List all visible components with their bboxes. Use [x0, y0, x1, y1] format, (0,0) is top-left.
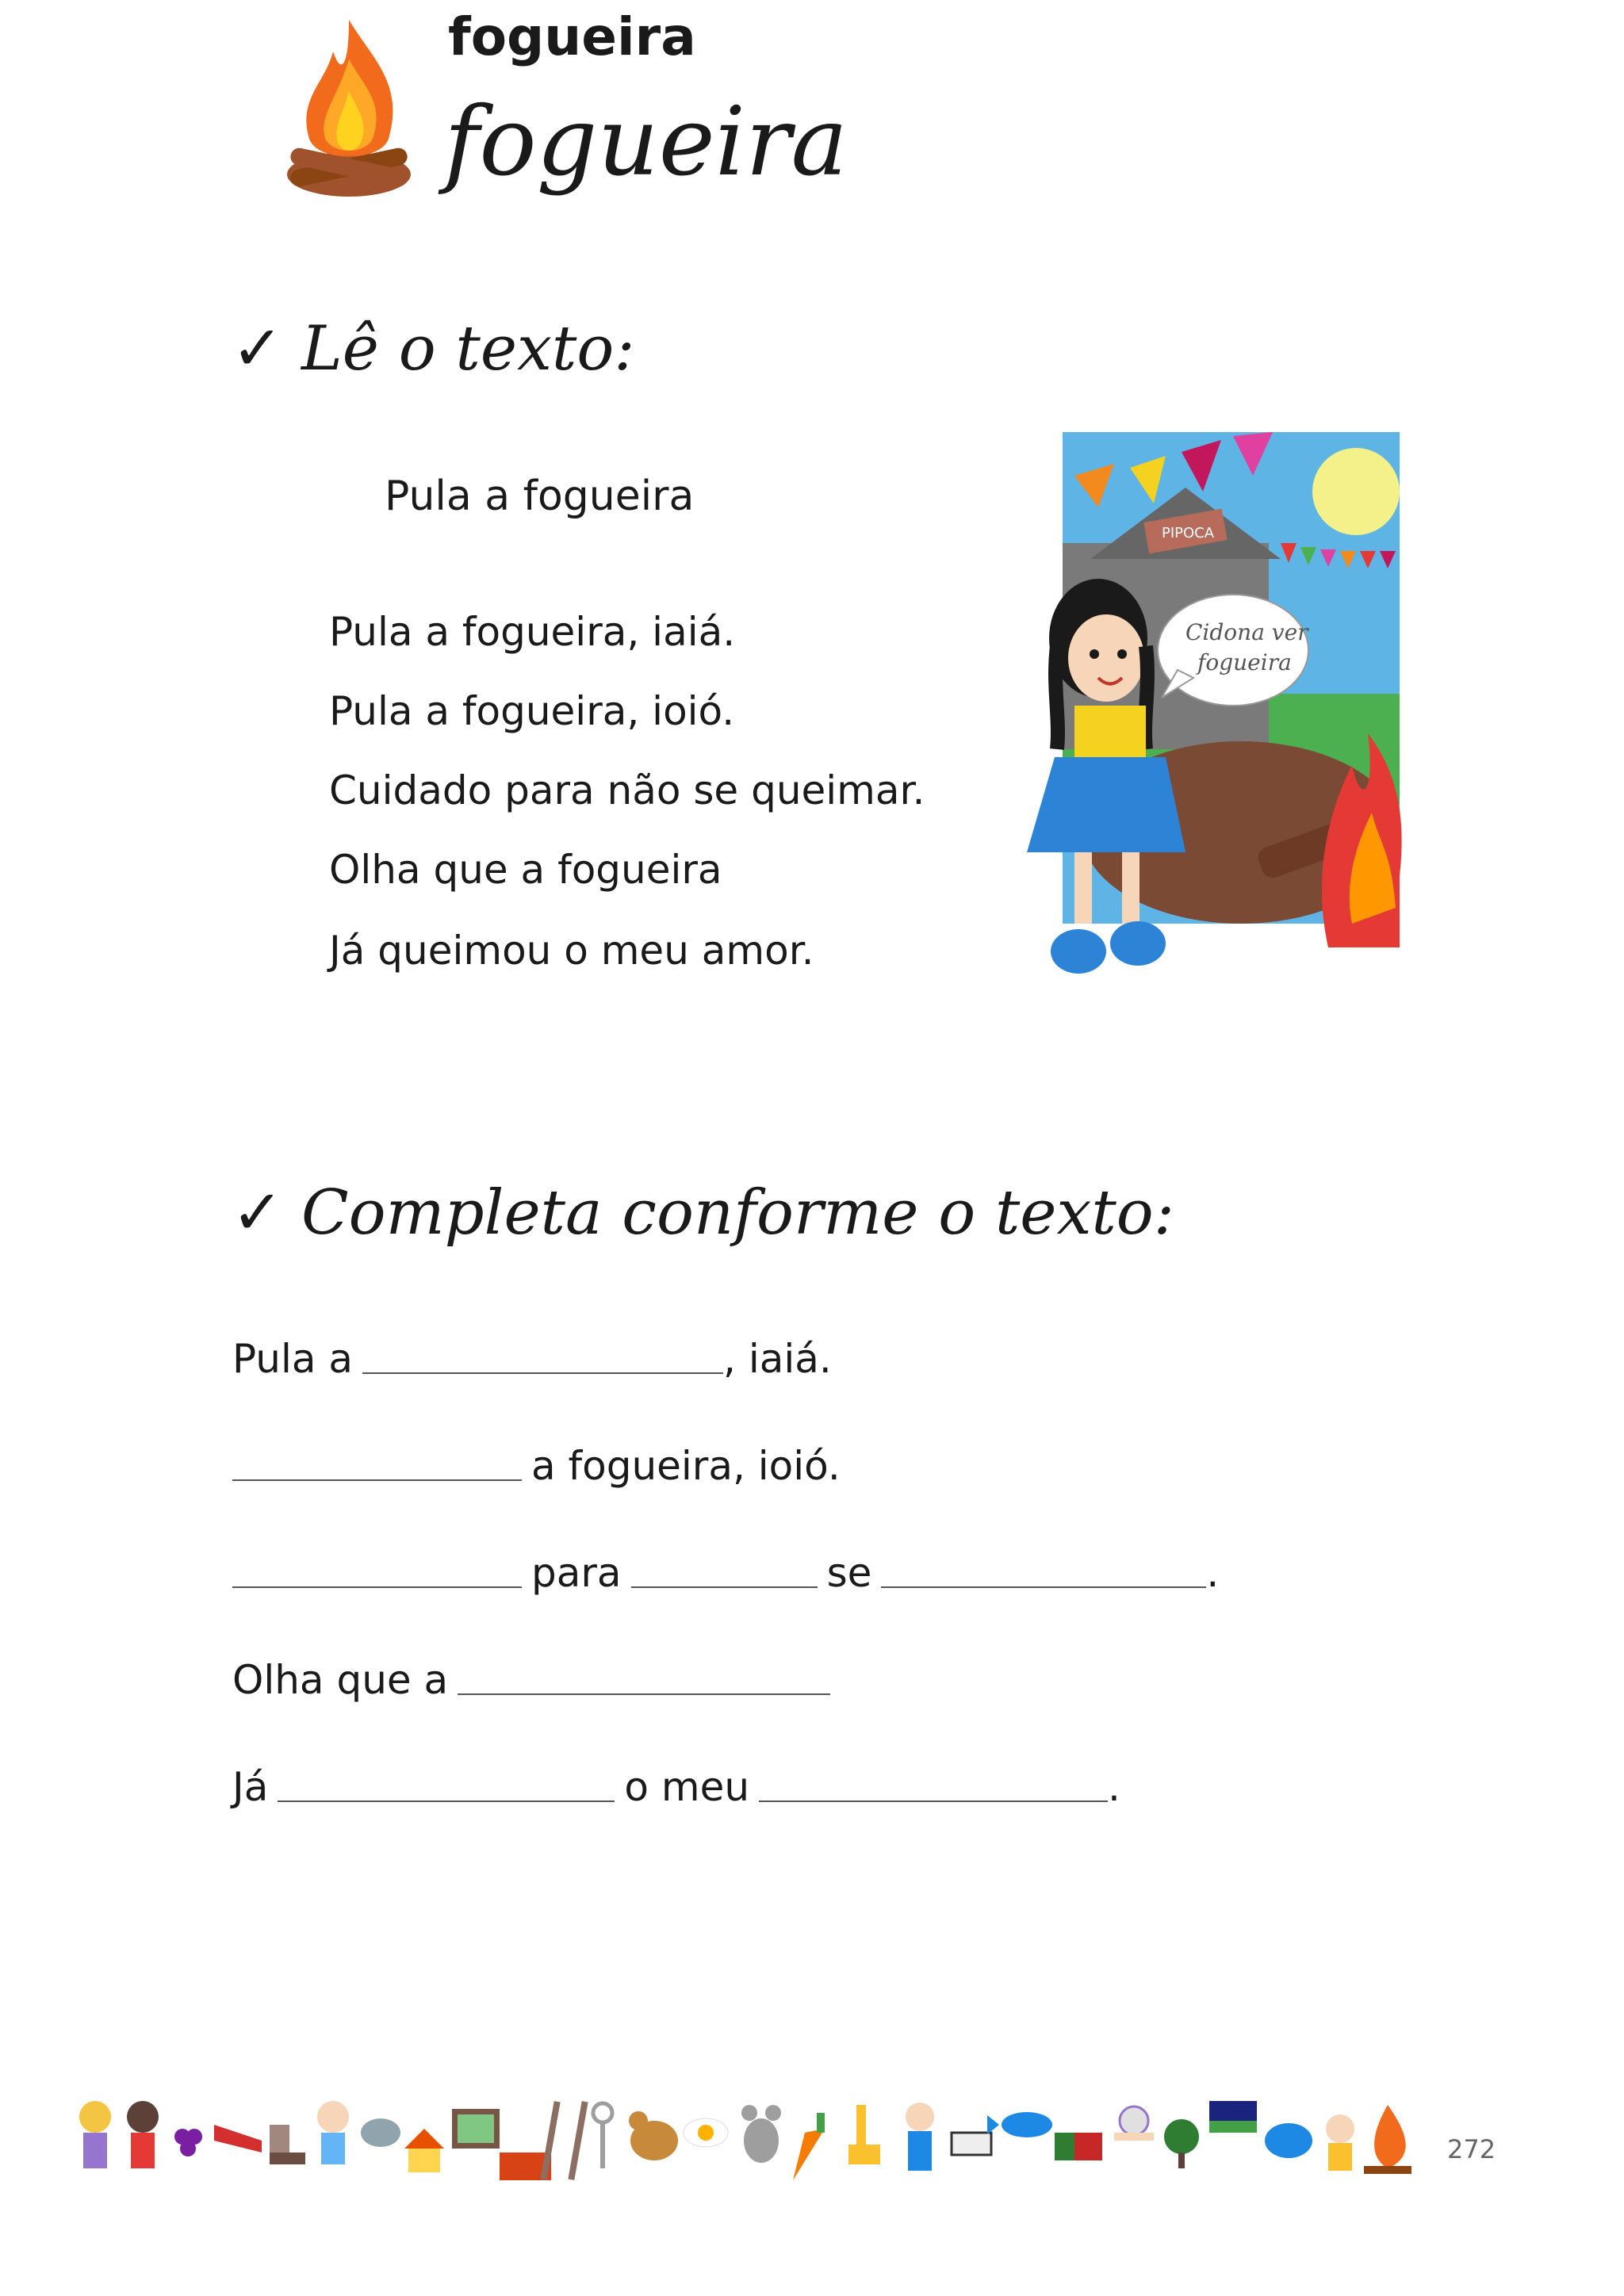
doll-icon: [79, 2101, 111, 2168]
house-icon: [404, 2129, 444, 2172]
answer-blank[interactable]: [232, 1580, 522, 1588]
answer-blank[interactable]: [278, 1794, 615, 1802]
poem-line: Cuidado para não se queimar.: [329, 767, 925, 813]
helmet-icon: [361, 2118, 400, 2147]
campfire-small-icon: [1364, 2105, 1411, 2174]
section-title-complete: Completa conforme o texto:: [301, 1177, 1175, 1249]
grapes-icon: [174, 2129, 202, 2156]
poem-line: Pula a fogueira, iaiá.: [329, 609, 736, 655]
footer-icon-strip: [71, 2093, 1427, 2188]
title-word-print: fogueira: [448, 6, 696, 67]
answer-blank[interactable]: [232, 1473, 522, 1481]
poem-line: Pula a fogueira, ioió.: [329, 688, 735, 734]
exercise-text: , iaiá.: [723, 1336, 832, 1382]
boy-icon: [127, 2101, 159, 2168]
exercise-text: Olha que a: [232, 1657, 449, 1703]
exercise-text: a fogueira, ioió.: [531, 1443, 841, 1489]
giraffe-icon: [848, 2105, 880, 2164]
exercise-text: para: [531, 1550, 622, 1596]
answer-blank[interactable]: [881, 1580, 1206, 1588]
checkmark-icon: ✓: [232, 1177, 284, 1249]
fish-icon: [987, 2112, 1052, 2137]
baby-icon: [317, 2101, 349, 2164]
speech-bubble-line2: fogueira: [1197, 649, 1292, 675]
exercise-text: se: [826, 1550, 872, 1596]
answer-blank[interactable]: [631, 1580, 818, 1588]
exercise-text: Pula a: [232, 1336, 354, 1382]
poem-title: Pula a fogueira: [385, 473, 695, 520]
exercise-row-2: [232, 1443, 841, 1489]
poem-line: Olha que a fogueira: [329, 847, 722, 893]
carrot-icon: [793, 2113, 825, 2180]
bird-icon: [1265, 2123, 1312, 2158]
exercise-text: .: [1108, 1764, 1120, 1810]
shoe-icon: [214, 2125, 262, 2152]
exercise-text: .: [1206, 1550, 1220, 1596]
zebra-icon: [952, 2133, 991, 2155]
key-icon: [593, 2103, 612, 2168]
answer-blank[interactable]: [458, 1687, 830, 1695]
page-number: 272: [1447, 2134, 1496, 2164]
singer-icon: [1326, 2114, 1354, 2171]
exercise-text: Já: [232, 1764, 269, 1810]
exercise-row-4: [232, 1657, 840, 1703]
clown-icon: [906, 2103, 934, 2171]
answer-blank[interactable]: [362, 1366, 723, 1374]
exercise-row-1: [232, 1336, 832, 1382]
poem-line: Já queimou o meu amor.: [329, 928, 814, 974]
boot-icon: [270, 2125, 305, 2164]
speech-bubble-line1: Cidona ver: [1185, 619, 1308, 645]
landscape-icon: [1209, 2101, 1257, 2133]
festa-junina-illustration: [995, 432, 1404, 983]
mouse-icon: [741, 2105, 781, 2163]
title-word-cursive: fogueira: [444, 87, 848, 197]
exercise-row-3: [232, 1550, 1219, 1596]
egg-icon: [684, 2118, 728, 2147]
snail-icon: [1114, 2107, 1154, 2141]
section-title-read: Lê o texto:: [301, 313, 635, 385]
picture-frame-icon: [452, 2109, 500, 2149]
answer-blank[interactable]: [759, 1794, 1108, 1802]
exercise-text: o meu: [624, 1764, 750, 1810]
checkmark-icon: ✓: [232, 313, 284, 385]
ladder-icon: [540, 2101, 588, 2180]
campfire-icon: [270, 12, 428, 210]
pipoca-sign: PIPOCA: [1162, 525, 1215, 541]
flag-icon: [1055, 2133, 1102, 2160]
exercise-row-5: [232, 1764, 1120, 1810]
tree-icon: [1164, 2119, 1199, 2168]
hen-icon: [629, 2111, 678, 2160]
